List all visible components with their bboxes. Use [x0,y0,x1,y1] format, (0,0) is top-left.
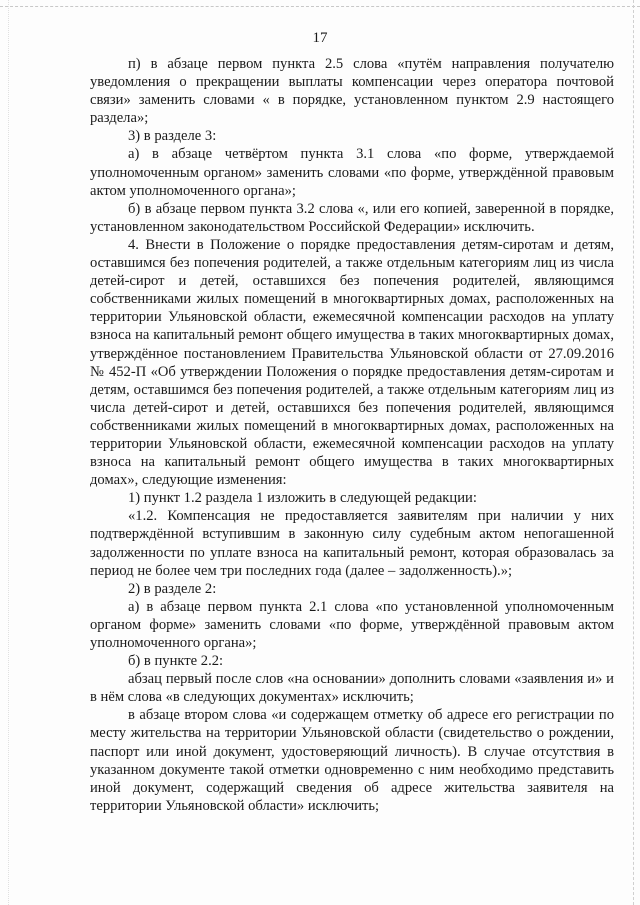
paragraph-first-abzac: абзац первый после слов «на основании» дополнить словами «заявления и» и в нём слова «в следующих документах» исключить; [90,671,614,706]
paragraph-item-4: 4. Внести в Положение о порядке предоставления детям-сиротам и детям, оставшимся без попечения родителей, а также отдельным категориям лиц из числа детей-сирот и детей, оставшихся без попечения родителей, являющимся собственниками жилых помещений в многоквартирных домах, расположенных на территории Ульяновской области, ежемесячной компенсации расходов на уплату взноса на капитальный ремонт общего имущества в таких многоквартирных домах, утверждённое постановлением Правительства Ульяновской области от 27.09.2016 № 452-П «Об утверждении Положения о порядке предоставления детям-сиротам и детям, оставшимся без попечения родителей, а также отдельным категориям лиц из числа детей-сирот и детей, оставшихся без попечения родителей, являющимся собственниками жилых помещений в многоквартирных домах, расположенных на территории Ульяновской области, ежемесячной компенсации расходов на уплату взноса на капитальный ремонт общего имущества в таких многоквартирных домах», следующие изменения: [90,236,614,489]
paragraph-quote-1-2: «1.2. Компенсация не предоставляется заявителям при наличии у них подтверждённой вступившим в законную силу судебным актом непогашенной задолженности по уплате взноса на капитальный ремонт, которая образовалась за период не более чем три последних года (далее – задолженность).»; [90,508,614,579]
paragraph-4-1: 1) пункт 1.2 раздела 1 изложить в следующей редакции: [128,490,477,507]
scan-edge-left [8,0,9,905]
paragraph-p-item: п) в абзаце первом пункта 2.5 слова «путём направления получателю уведомления о прекращении выплаты компенсации через оператора почтовой связи» заменить словами « в порядке, установленном пунктом 2.9 настоящего раздела»; [90,56,614,127]
document-body [90,55,614,815]
scan-edge-top [0,6,640,7]
paragraph-section-3: 3) в разделе 3: [128,128,217,145]
paragraph-second-abzac: в абзаце втором слова «и содержащем отметку об адресе его регистрации по месту жительства на территории Ульяновской области (свидетельство о рождении, паспорт или иной документ, удостоверяющий личность). В случае отсутствия в указанном документе такой отметки одновременно с ним необходимо представить иной документ, содержащий сведения об адресе жительства заявителя на территории Ульяновской области» исключить; [90,707,614,814]
scan-edge-right [633,0,634,905]
paragraph-2b: б) в пункте 2.2: [128,653,224,670]
page-number: 17 [312,30,328,46]
paragraph-section-2: 2) в разделе 2: [128,580,217,597]
paragraph-3a: а) в абзаце четвёртом пункта 3.1 слова «по форме, утверждаемой уполномоченным органом» заменить словами «по форме, утверждённой правовым актом уполномоченного органа»; [90,146,614,199]
paragraph-3b: б) в абзаце первом пункта 3.2 слова «, или его копией, заверенной в порядке, установленном законодательством Российской Федерации» исключить. [90,200,614,235]
paragraph-2a: а) в абзаце первом пункта 2.1 слова «по установленной уполномоченным органом форме» заменить словами «по форме, утверждённой правовым актом уполномоченного органа»; [90,598,614,651]
